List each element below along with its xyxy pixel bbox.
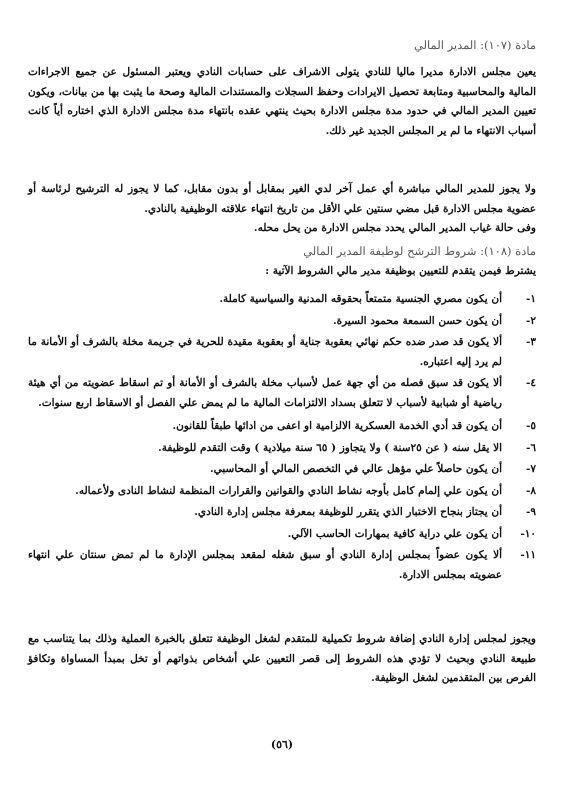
condition-text: ألا يكون قد سبق فصله من أي جهة عمل لأسباب مخلة بالشرف أو الأمانة أو تم اسقاط عضويته من أي هيئة رياضية أو شبابية لأسباب لا تتعلق بسداد الالتزامات المالية ما لم يمض علي الفصل أو الاسقاط اربع سنوات. bbox=[28, 377, 502, 409]
condition-text: أن يكون علي إلمام كامل بأوجه نشاط النادي والقوانين والقرارات المنظمة لنشاط النادى ولأعماله. bbox=[75, 484, 502, 497]
condition-item bbox=[28, 439, 536, 459]
condition-text: الا يقل سنه ( عن ٢٥سنة ) ولا يتجاوز ( ٦٥ سنة ميلادية ) وقت التقدم للوظيفة. bbox=[158, 441, 502, 454]
condition-text: أن يكون قد أدي الخدمة العسكرية الالزامية او اعفى من ادائها طبقاً للقانون. bbox=[172, 420, 502, 432]
condition-item bbox=[28, 503, 536, 523]
condition-text: أن يكون علي دراية كافية بمهارات الحاسب الآلي. bbox=[287, 527, 502, 540]
condition-text: ألا يكون عضواً بمجلس إدارة النادي أو سبق شغله لمقعد بمجلس الإدارة ما لم تمض سنتان علي انتهاء عضويته بمجلس الادارة. bbox=[28, 549, 502, 581]
condition-text: ألا يكون قد صدر ضده حكم نهائي بعقوبة جناية أو بعقوبة مقيدة للحرية في جريمة مخلة بالشرف أو الأمانة ما لم يرد إليه اعتباره. bbox=[28, 336, 502, 368]
article-108-intro: يشترط فيمن يتقدم للتعيين بوظيفة مدير مالي الشروط الآتية : bbox=[265, 265, 536, 277]
article-108-heading-text: مادة (١٠٨): شروط الترشح لوظيفة المدير المالي bbox=[303, 244, 536, 258]
condition-number: ١- bbox=[526, 293, 536, 305]
condition-item bbox=[28, 374, 536, 413]
condition-text: أن يكون حسن السمعة محمود السيرة. bbox=[332, 314, 502, 327]
page-number: (٥٦) bbox=[270, 738, 294, 751]
condition-number: ٢- bbox=[526, 314, 536, 327]
article-108-closing: ويجوز لمجلس إدارة النادي إضافة شروط تكميلية للمتقدم لشغل الوظيفة تتعلق بالخبرة العملية وذلك بما يتناسب مع طبيعة النادي وبحيث لا تؤدي هذه الشروط إلى قصر التعيين علي أشخاص بذواتهم أو تخل بمبدأ المساواة وتكافؤ الفرص بين المتقدمين لشغل الوظيفة. bbox=[28, 633, 536, 684]
condition-item bbox=[28, 312, 536, 332]
condition-item bbox=[28, 525, 536, 545]
article-107-paragraph-1: يعين مجلس الادارة مديرا ماليا للنادي يتولى الاشراف على حسابات النادي ويعتبر المسئول عن جميع الاجراءات المالية والمحاسبية ومتابعة تحصيل الايرادات وحفظ السجلات والمستندات المالية وصحة ما يثبت بها من بيانات، ويكون تعيين المدير المالي في حدود مدة مجلس الادارة بحيث ينتهي عقده بانتهاء مدة مجلس الادارة الذي اختاره أياً كانت أسباب الانتهاء ما لم ير المجلس الجديد غير ذلك. bbox=[28, 66, 536, 137]
condition-text: أن يجتاز بنجاح الاختبار الذي يتقرر للوظيفة بمعرفة مجلس إدارة النادي. bbox=[194, 506, 502, 518]
condition-text: أن يكون مصري الجنسية متمتعاً بحقوقه المدنية والسياسية كاملة. bbox=[219, 293, 502, 305]
article-107-heading-text: مادة (١٠٧): المدير المالي bbox=[413, 38, 536, 52]
condition-item bbox=[28, 546, 536, 585]
condition-item bbox=[28, 482, 536, 502]
condition-item bbox=[28, 290, 536, 310]
article-108-heading bbox=[303, 244, 536, 258]
condition-number: ٥- bbox=[526, 420, 536, 432]
condition-number: ٣- bbox=[526, 336, 536, 348]
condition-text: أن يكون حاصلاً علي مؤهل عالي في التخصص المالي أو المحاسبي. bbox=[209, 463, 502, 475]
article-107-heading bbox=[414, 38, 536, 52]
condition-number: ٨- bbox=[526, 484, 536, 497]
conditions-list bbox=[28, 290, 536, 585]
condition-number: ٧- bbox=[526, 463, 536, 475]
condition-number: ١٠- bbox=[520, 527, 536, 540]
condition-item bbox=[28, 417, 536, 437]
article-107-paragraph-3: وفى حالة غياب المدير المالي يحدد مجلس الادارة من يحل محله. bbox=[253, 222, 536, 234]
article-107-paragraph-2: ولا يجوز للمدير المالي مباشرة أي عمل آخر لدي الغير بمقابل أو بدون مقابل، كما لا يجوز له الترشيح لرئاسة أو عضوية مجلس الادارة قبل مضي سنتين علي الأقل من تاريخ انتهاء علاقته الوظيفية بالنادي. bbox=[28, 183, 536, 215]
condition-number: ١١- bbox=[520, 549, 536, 561]
condition-number: ٦- bbox=[526, 441, 536, 454]
condition-item bbox=[28, 460, 536, 480]
document-page bbox=[28, 0, 536, 800]
condition-item bbox=[28, 333, 536, 372]
condition-number: ٤- bbox=[526, 377, 536, 389]
condition-number: ٩- bbox=[526, 506, 536, 518]
